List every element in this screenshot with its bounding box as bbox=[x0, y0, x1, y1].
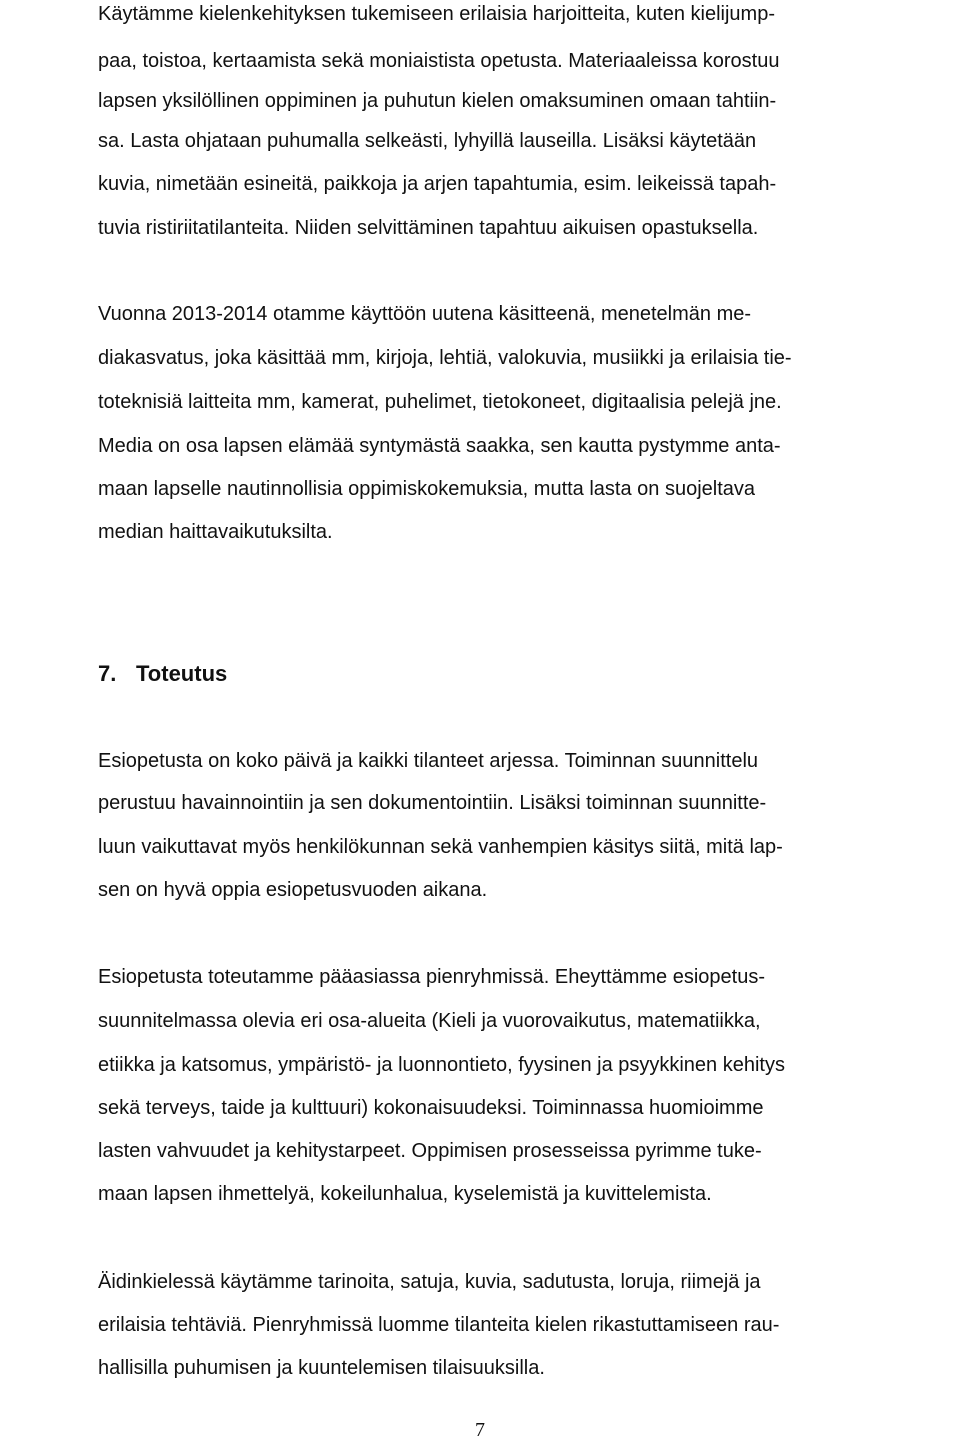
text-line: perustuu havainnointiin ja sen dokumentointiin. Lisäksi toiminnan suunnitte- bbox=[98, 792, 767, 814]
text-line: luun vaikuttavat myös henkilökunnan sekä vanhempien käsitys siitä, mitä lap- bbox=[98, 836, 783, 858]
text-line: kuvia, nimetään esineitä, paikkoja ja arjen tapahtumia, esim. leikeissä tapah- bbox=[98, 173, 777, 195]
text-line: hallisilla puhumisen ja kuuntelemisen tilaisuuksilla. bbox=[98, 1357, 545, 1379]
text-line: Äidinkielessä käytämme tarinoita, satuja, kuvia, sadutusta, loruja, riimejä ja bbox=[98, 1271, 761, 1293]
text-line: Käytämme kielenkehityksen tukemiseen erilaisia harjoitteita, kuten kielijump- bbox=[98, 3, 775, 25]
text-line: etiikka ja katsomus, ympäristö- ja luonnontieto, fyysinen ja psyykkinen kehitys bbox=[98, 1054, 785, 1076]
text-line: Vuonna 2013-2014 otamme käyttöön uutena käsitteenä, menetelmän me- bbox=[98, 303, 752, 325]
text-line: diakasvatus, joka käsittää mm, kirjoja, lehtiä, valokuvia, musiikki ja erilaisia tie- bbox=[98, 347, 792, 369]
text-line: sen on hyvä oppia esiopetusvuoden aikana. bbox=[98, 879, 488, 901]
text-line: Media on osa lapsen elämää syntymästä saakka, sen kautta pystymme anta- bbox=[98, 435, 781, 457]
text-line: maan lapselle nautinnollisia oppimiskokemuksia, mutta lasta on suojeltava bbox=[98, 478, 756, 500]
text-line: sekä terveys, taide ja kulttuuri) kokonaisuudeksi. Toiminnassa huomioimme bbox=[98, 1097, 764, 1119]
text-line: lapsen yksilöllinen oppiminen ja puhutun kielen omaksuminen omaan tahtiin- bbox=[98, 90, 777, 112]
section-number: 7. bbox=[98, 661, 117, 686]
text-line: paa, toistoa, kertaamista sekä moniaistista opetusta. Materiaaleissa korostuu bbox=[98, 50, 780, 72]
section-heading bbox=[98, 660, 227, 688]
text-line: lasten vahvuudet ja kehitystarpeet. Oppimisen prosesseissa pyrimme tuke- bbox=[98, 1140, 762, 1162]
text-line: erilaisia tehtäviä. Pienryhmissä luomme tilanteita kielen rikastuttamiseen rau- bbox=[98, 1314, 780, 1336]
text-line: sa. Lasta ohjataan puhumalla selkeästi, lyhyillä lauseilla. Lisäksi käytetään bbox=[98, 130, 757, 152]
text-line: Esiopetusta on koko päivä ja kaikki tilanteet arjessa. Toiminnan suunnittelu bbox=[98, 750, 759, 772]
text-line: toteknisiä laitteita mm, kamerat, puhelimet, tietokoneet, digitaalisia pelejä jne. bbox=[98, 391, 782, 413]
text-line: maan lapsen ihmettelyä, kokeilunhalua, kyselemistä ja kuvittelemista. bbox=[98, 1183, 712, 1205]
page-number: 7 bbox=[475, 1419, 485, 1441]
text-line: Esiopetusta toteutamme pääasiassa pienryhmissä. Eheyttämme esiopetus- bbox=[98, 966, 766, 988]
text-line: tuvia ristiriitatilanteita. Niiden selvittäminen tapahtuu aikuisen opastuksella. bbox=[98, 217, 759, 239]
text-line: suunnitelmassa olevia eri osa-alueita (Kieli ja vuorovaikutus, matematiikka, bbox=[98, 1010, 761, 1032]
text-line: median haittavaikutuksilta. bbox=[98, 521, 333, 543]
section-title: Toteutus bbox=[136, 661, 228, 686]
